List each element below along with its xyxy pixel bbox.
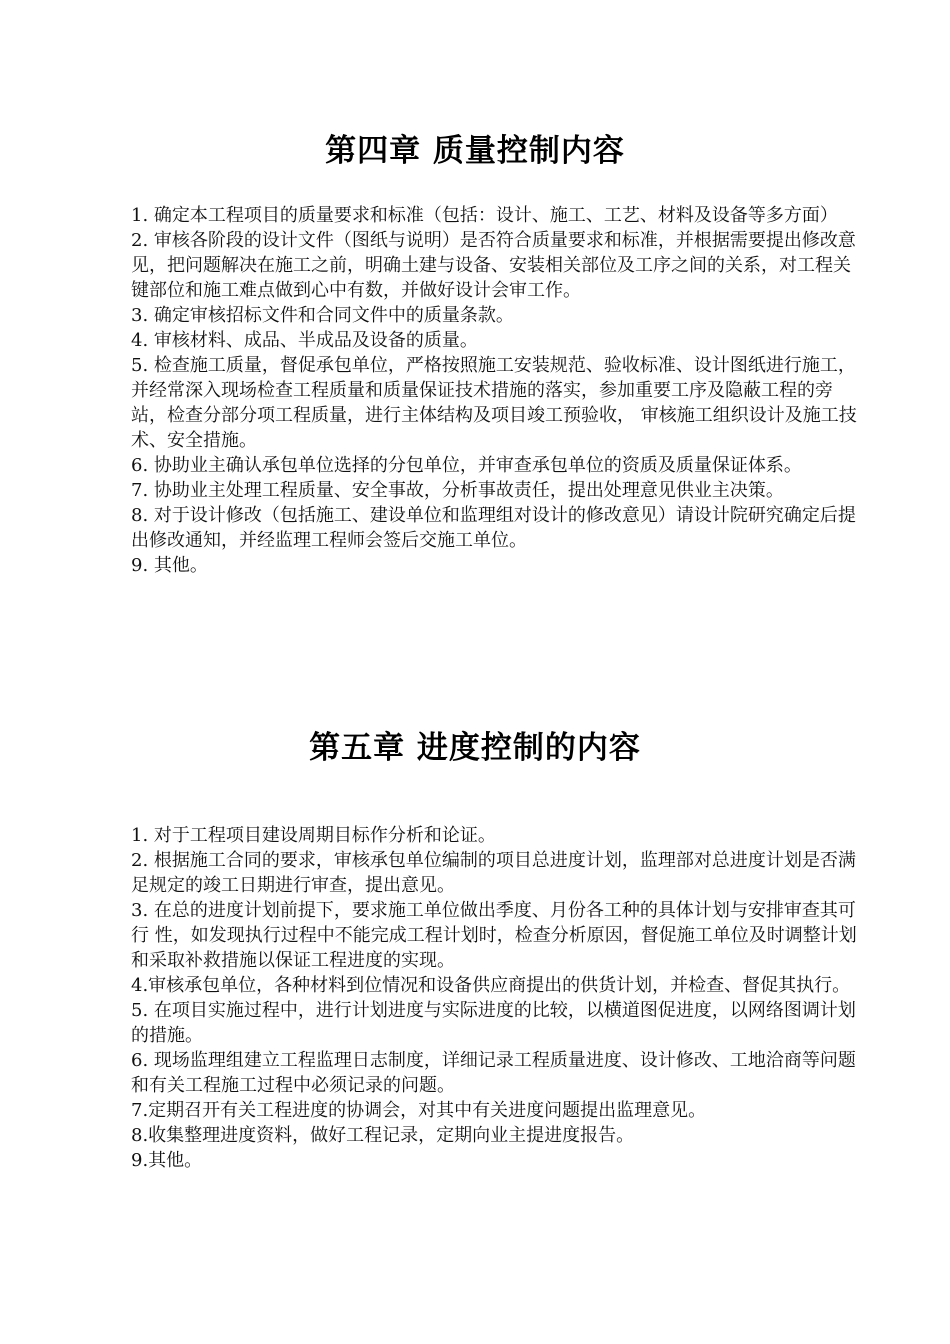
chapter-4-item-1: 1. 确定本工程项目的质量要求和标准（包括：设计、施工、工艺、材料及设备等多方面） [131,205,838,226]
chapter-5-title: 第五章 进度控制的内容 [309,730,641,766]
chapter-4-item-4: 4. 审核材料、成品、半成品及设备的质量。 [131,330,478,351]
chapter-5-item-7: 7.定期召开有关工程进度的协调会，对其中有关进度问题提出监理意见。 [131,1100,707,1121]
chapter-5-item-2: 2. 根据施工合同的要求，审核承包单位编制的项目总进度计划，监理部对总进度计划是否满足规定的竣工日期进行审查，提出意见。 [131,850,856,896]
chapter-4-item-8: 8. 对于设计修改（包括施工、建设单位和监理组对设计的修改意见）请设计院研究确定后提出修改通知，并经监理工程师会签后交施工单位。 [131,505,856,551]
chapter-5-item-5: 5. 在项目实施过程中，进行计划进度与实际进度的比较，以横道图促进度，以网络图调计划的措施。 [131,1000,856,1046]
chapter-5-item-6: 6. 现场监理组建立工程监理日志制度，详细记录工程质量进度、设计修改、工地洽商等问题和有关工程施工过程中必须记录的问题。 [131,1050,856,1096]
chapter-4-item-9: 9. 其他。 [131,555,208,576]
chapter-4-title: 第四章 质量控制内容 [325,133,625,169]
chapter-5-item-3: 3. 在总的进度计划前提下，要求施工单位做出季度、月份各工种的具体计划与安排审查其可行 性，如发现执行过程中不能完成工程计划时，检查分析原因，督促施工单位及时调整计划和采取补救措施以保证工程进度的实现。 [131,900,857,971]
chapter-4-list [131,203,865,578]
chapter-5-item-9: 9.其他。 [131,1150,203,1171]
chapter-5-item-4: 4.审核承包单位，各种材料到位情况和设备供应商提出的供货计划，并检查、督促其执行。 [131,975,851,996]
chapter-4-item-2: 2. 审核各阶段的设计文件（图纸与说明）是否符合质量要求和标准，并根据需要提出修改意见，把问题解决在施工之前，明确土建与设备、安装相关部位及工序之间的关系，对工程关键部位和施工难点做到心中有数，并做好设计会审工作。 [131,230,856,301]
chapter-5-item-8: 8.收集整理进度资料，做好工程记录，定期向业主提进度报告。 [131,1125,635,1146]
chapter-4-item-6: 6. 协助业主确认承包单位选择的分包单位，并审查承包单位的资质及质量保证体系。 [131,455,802,476]
chapter-4-item-5: 5. 检查施工质量，督促承包单位，严格按照施工安装规范、验收标准、设计图纸进行施工，并经常深入现场检查工程质量和质量保证技术措施的落实，参加重要工序及隐蔽工程的旁站，检查分部分项工程质量，进行主体结构及项目竣工预验收， 审核施工组织设计及施工技术、安全措施。 [131,355,857,451]
chapter-4-item-3: 3. 确定审核招标文件和合同文件中的质量条款。 [131,305,514,326]
chapter-5-list [131,823,865,1173]
chapter-5-item-1: 1. 对于工程项目建设周期目标作分析和论证。 [131,825,496,846]
chapter-4-item-7: 7. 协助业主处理工程质量、安全事故，分析事故责任，提出处理意见供业主决策。 [131,480,784,501]
